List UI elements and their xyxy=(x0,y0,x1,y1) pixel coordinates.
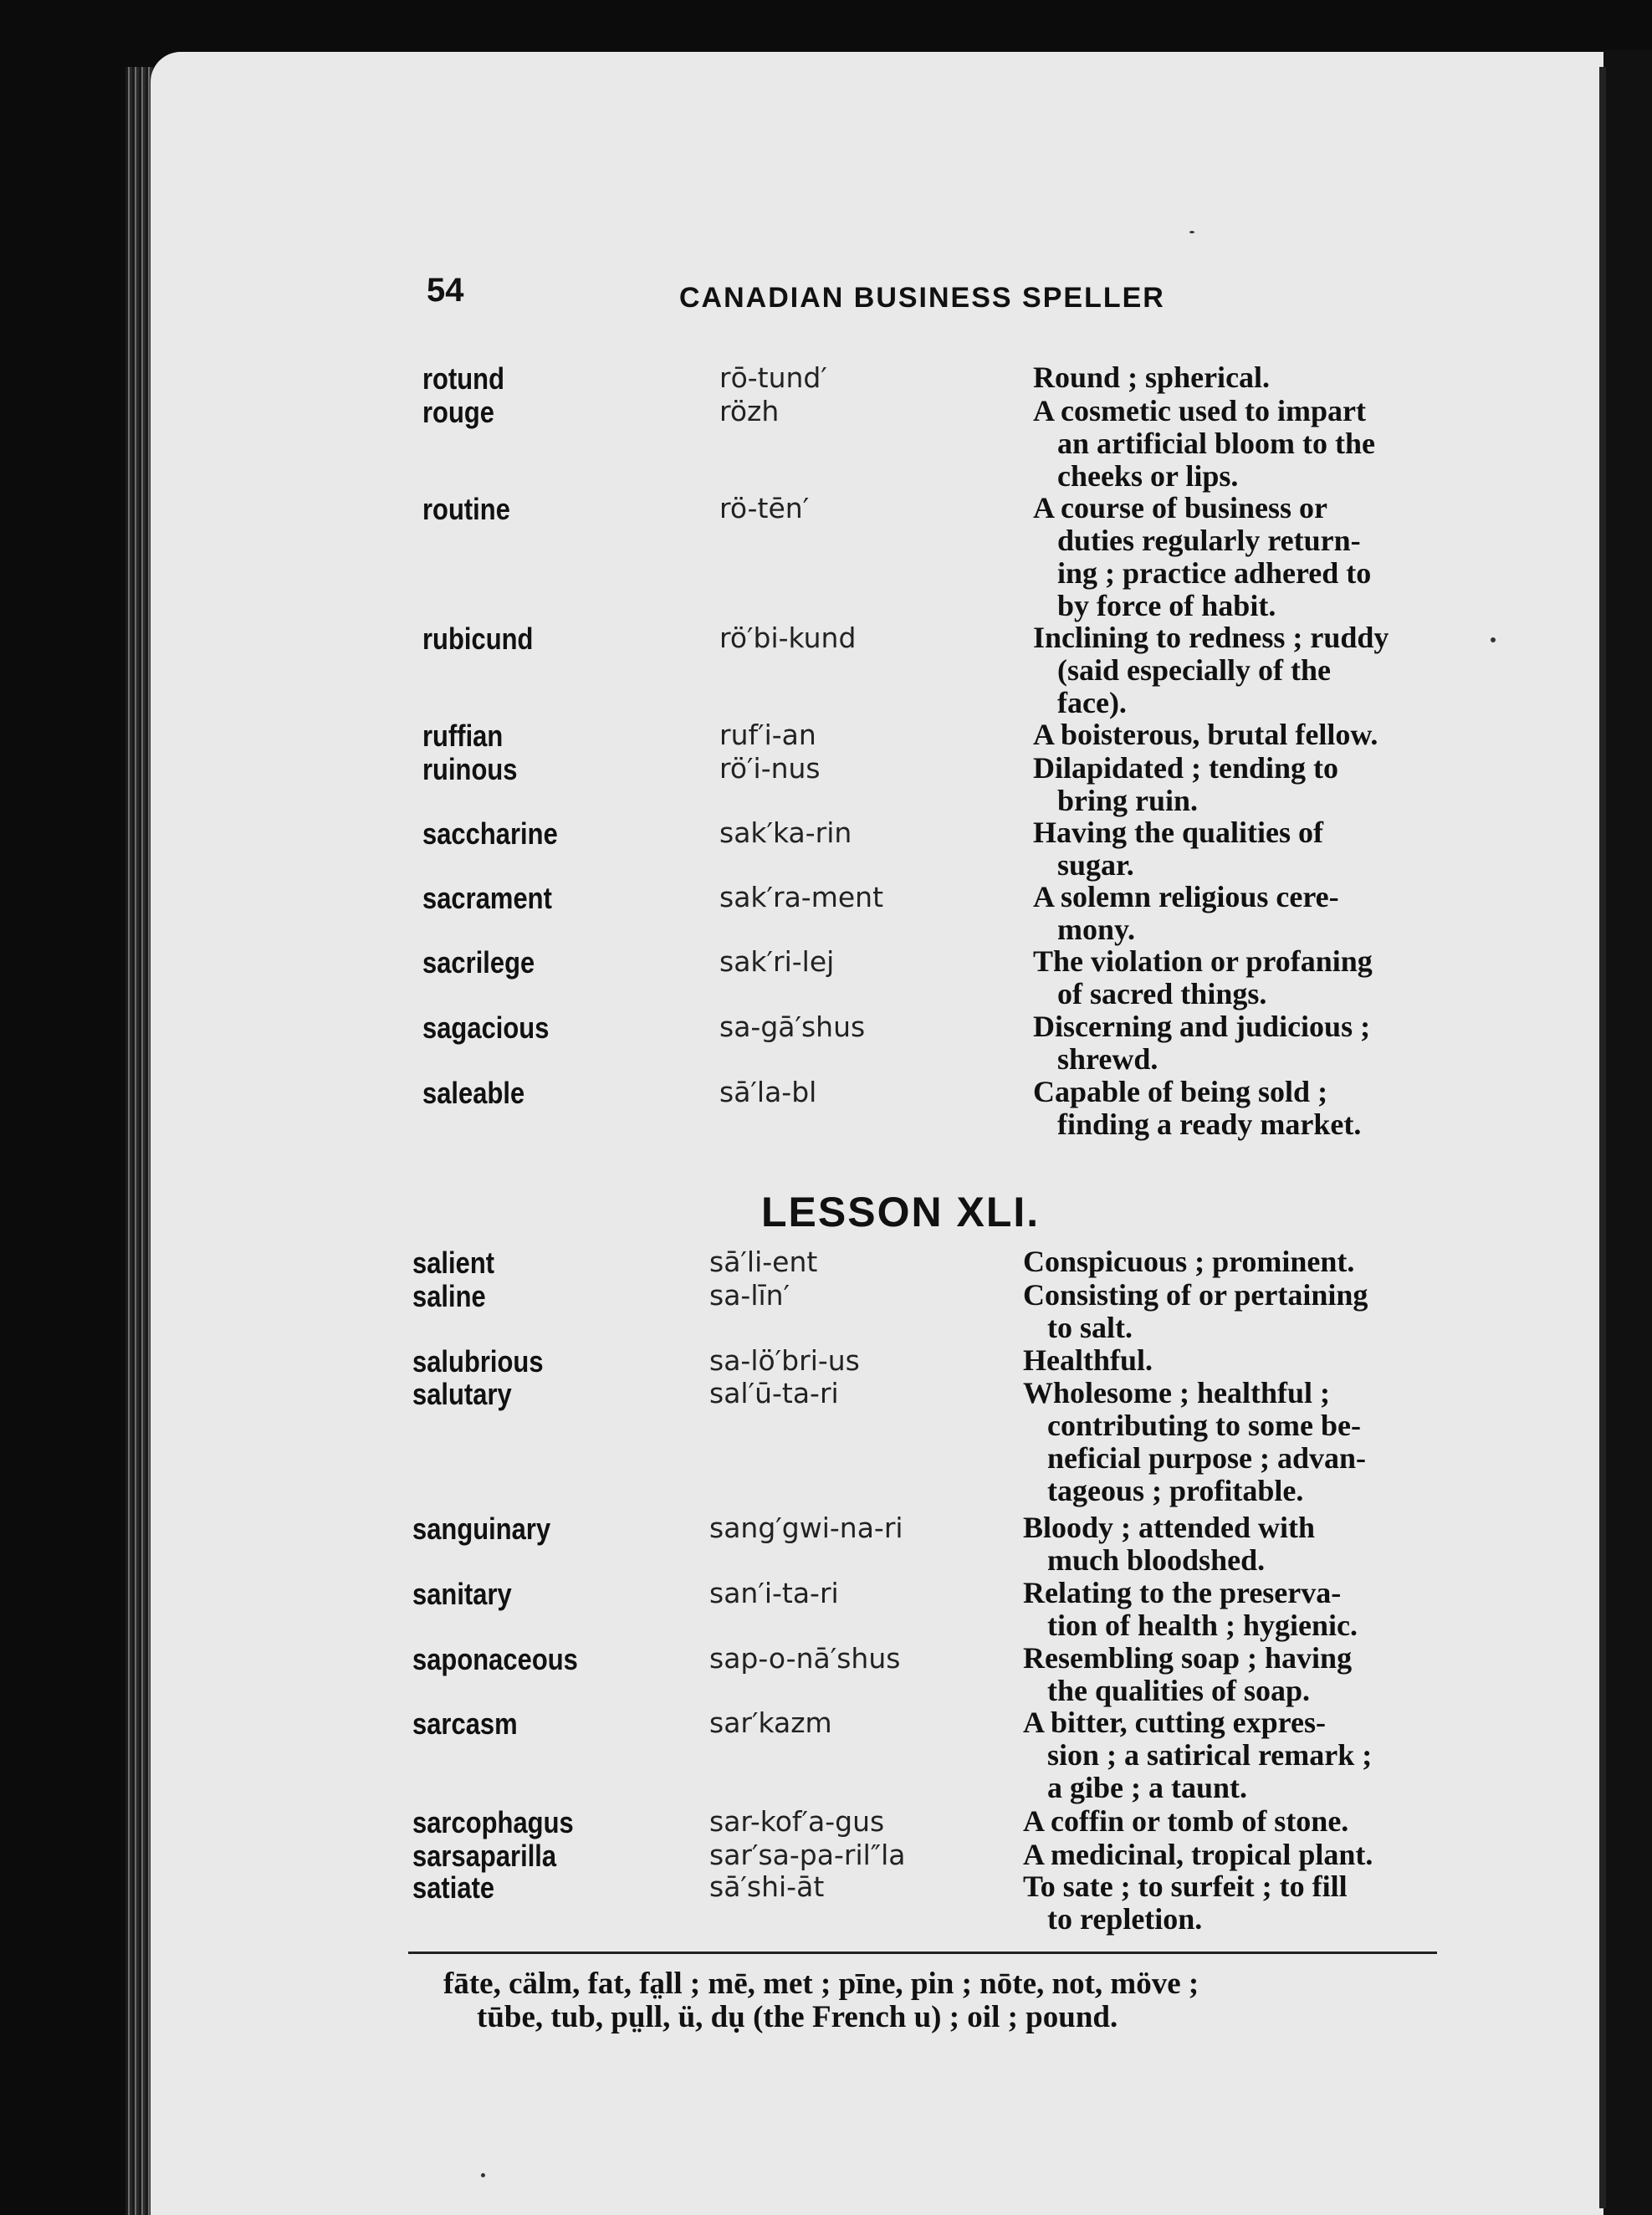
definition-line: much bloodshed. xyxy=(1047,1543,1266,1577)
definition-line: Conspicuous ; prominent. xyxy=(1023,1245,1355,1278)
entry-definition xyxy=(1033,945,1455,1010)
definition-line: Dilapidated ; tending to xyxy=(1033,751,1339,785)
entry-pronunciation: sak′ra-ment xyxy=(719,881,884,913)
entry-pronunciation: sā′shi-āt xyxy=(709,1870,825,1903)
entry-definition xyxy=(1033,622,1455,719)
entry-word: sagacious xyxy=(422,1010,550,1045)
definition-line: A course of business or xyxy=(1033,491,1328,524)
entry-definition xyxy=(1023,1246,1445,1278)
entry-word: ruinous xyxy=(422,752,518,786)
entry-word: sanitary xyxy=(412,1577,512,1611)
entry-definition xyxy=(1023,1870,1445,1936)
definition-line: A medicinal, tropical plant. xyxy=(1023,1838,1373,1871)
entry-pronunciation: sar′kazm xyxy=(709,1706,832,1739)
entry-word: sarcasm xyxy=(412,1706,518,1741)
definition-line: Healthful. xyxy=(1023,1343,1153,1377)
definition-line: an artificial bloom to the xyxy=(1057,427,1375,460)
definition-line: the qualities of soap. xyxy=(1047,1674,1311,1707)
definition-line: face). xyxy=(1057,686,1127,719)
entry-pronunciation: sal′ū-ta-ri xyxy=(709,1377,839,1409)
margin-speck xyxy=(1491,637,1496,642)
entry-definition xyxy=(1023,1512,1445,1577)
entry-definition xyxy=(1033,719,1455,751)
entry-definition xyxy=(1033,816,1455,882)
entry-pronunciation: sang′gwi-na-ri xyxy=(709,1512,903,1544)
entry-definition xyxy=(1023,1577,1445,1642)
entry-definition xyxy=(1033,881,1455,946)
entry-definition xyxy=(1033,1010,1455,1076)
definition-line: finding a ready market. xyxy=(1057,1108,1362,1141)
entry-pronunciation: sā′la-bl xyxy=(719,1076,817,1108)
entry-pronunciation: rō-tund′ xyxy=(719,361,827,394)
entry-pronunciation: sā′li-ent xyxy=(709,1246,818,1278)
definition-line: to repletion. xyxy=(1047,1902,1203,1936)
entry-pronunciation: rö′bi-kund xyxy=(719,622,857,654)
definition-line: to salt. xyxy=(1047,1311,1133,1344)
definition-line: neficial purpose ; advan- xyxy=(1047,1441,1367,1475)
definition-line: mony. xyxy=(1057,913,1136,946)
definition-line: shrewd. xyxy=(1057,1042,1158,1076)
entry-definition xyxy=(1023,1279,1445,1344)
footer-rule xyxy=(408,1952,1437,1954)
entry-word: saleable xyxy=(422,1076,525,1110)
entry-pronunciation: sa-gā′shus xyxy=(719,1010,866,1043)
entry-definition xyxy=(1023,1839,1445,1871)
definition-line: a gibe ; a taunt. xyxy=(1047,1771,1248,1804)
entry-word: salutary xyxy=(412,1377,512,1411)
definition-line: by force of habit. xyxy=(1057,589,1276,622)
entry-word: salubrious xyxy=(412,1344,544,1379)
entry-word: saline xyxy=(412,1279,486,1313)
entry-definition xyxy=(1033,361,1455,394)
entry-definition xyxy=(1033,395,1455,493)
entry-word: rotund xyxy=(422,361,505,396)
entry-definition xyxy=(1023,1805,1445,1838)
entry-pronunciation: sa-līn′ xyxy=(709,1279,790,1312)
entry-word: saponaceous xyxy=(412,1642,578,1676)
entry-definition xyxy=(1023,1344,1445,1377)
entry-definition xyxy=(1023,1706,1445,1804)
definition-line: sion ; a satirical remark ; xyxy=(1047,1738,1373,1772)
definition-line: (said especially of the xyxy=(1057,653,1331,687)
entry-word: sarcophagus xyxy=(412,1805,574,1839)
definition-line: duties regularly return- xyxy=(1057,524,1361,557)
entry-pronunciation: sap-o-nā′shus xyxy=(709,1642,901,1675)
entry-definition xyxy=(1023,1377,1445,1507)
definition-line: A boisterous, brutal fellow. xyxy=(1033,718,1378,751)
definition-line: Relating to the preserva- xyxy=(1023,1576,1342,1609)
definition-line: Inclining to redness ; ruddy xyxy=(1033,621,1389,654)
entry-pronunciation: ruf′i-an xyxy=(719,719,816,751)
margin-speck xyxy=(481,2173,485,2177)
definition-line: tageous ; profitable. xyxy=(1047,1474,1304,1507)
definition-line: Resembling soap ; having xyxy=(1023,1641,1353,1675)
entry-definition xyxy=(1033,752,1455,817)
entry-word: rubicund xyxy=(422,622,534,656)
definition-line: To sate ; to surfeit ; to fill xyxy=(1023,1870,1348,1903)
entry-word: sanguinary xyxy=(412,1512,551,1546)
page-number: 54 xyxy=(427,272,464,309)
entry-pronunciation: sak′ka-rin xyxy=(719,816,852,849)
definition-line: The violation or profaning xyxy=(1033,944,1373,978)
definition-line: contributing to some be- xyxy=(1047,1409,1361,1442)
entry-word: rouge xyxy=(422,395,495,429)
entry-word: sacrilege xyxy=(422,945,535,980)
definition-line: A solemn religious cere- xyxy=(1033,880,1339,913)
definition-line: cheeks or lips. xyxy=(1057,459,1239,493)
definition-line: Wholesome ; healthful ; xyxy=(1023,1376,1330,1409)
pronunciation-key-line-1: fāte, cälm, fat, fa̤ll ; mē, met ; pīne, pin ; nōte, not, möve ; xyxy=(443,1967,1199,2001)
entry-pronunciation: rözh xyxy=(719,395,780,427)
entry-pronunciation: san′i-ta-ri xyxy=(709,1577,839,1609)
definition-line: Capable of being sold ; xyxy=(1033,1075,1328,1108)
margin-speck xyxy=(1189,231,1194,233)
entry-word: ruffian xyxy=(422,719,504,753)
definition-line: A coffin or tomb of stone. xyxy=(1023,1804,1349,1838)
entry-word: satiate xyxy=(412,1870,495,1905)
definition-line: bring ruin. xyxy=(1057,784,1199,817)
running-title: CANADIAN BUSINESS SPELLER xyxy=(679,282,1165,314)
definition-line: Consisting of or pertaining xyxy=(1023,1278,1368,1312)
entry-word: saccharine xyxy=(422,816,558,851)
lesson-heading: LESSON XLI. xyxy=(761,1189,1041,1235)
entry-definition xyxy=(1023,1642,1445,1707)
definition-line: tion of health ; hygienic. xyxy=(1047,1609,1358,1642)
definition-line: A bitter, cutting expres- xyxy=(1023,1706,1326,1739)
definition-line: ing ; practice adhered to xyxy=(1057,556,1372,590)
definition-line: Having the qualities of xyxy=(1033,816,1324,849)
entry-pronunciation: sa-lö′bri-us xyxy=(709,1344,860,1377)
entry-definition xyxy=(1033,1076,1455,1141)
pronunciation-key-line-2: tūbe, tub, pṳll, ü, dụ (the French u) ; oil ; pound. xyxy=(477,2000,1118,2034)
entry-word: sacrament xyxy=(422,881,552,915)
entry-pronunciation: sar′sa-pa-ril″la xyxy=(709,1839,906,1871)
definition-line: Discerning and judicious ; xyxy=(1033,1010,1371,1043)
entry-word: salient xyxy=(412,1246,495,1280)
entry-word: sarsaparilla xyxy=(412,1839,557,1873)
definition-line: Bloody ; attended with xyxy=(1023,1511,1316,1544)
definition-line: Round ; spherical. xyxy=(1033,361,1271,394)
entry-pronunciation: sar-kof′a-gus xyxy=(709,1805,885,1838)
entry-pronunciation: sak′ri-lej xyxy=(719,945,835,978)
entry-definition xyxy=(1033,492,1455,622)
definition-line: sugar. xyxy=(1057,848,1134,882)
entry-pronunciation: rö′i-nus xyxy=(719,752,821,785)
definition-line: of sacred things. xyxy=(1057,977,1267,1010)
entry-pronunciation: rö-tēn′ xyxy=(719,492,810,524)
entry-word: routine xyxy=(422,492,510,526)
pronunciation-key xyxy=(443,1967,1447,2034)
definition-line: A cosmetic used to impart xyxy=(1033,394,1366,427)
